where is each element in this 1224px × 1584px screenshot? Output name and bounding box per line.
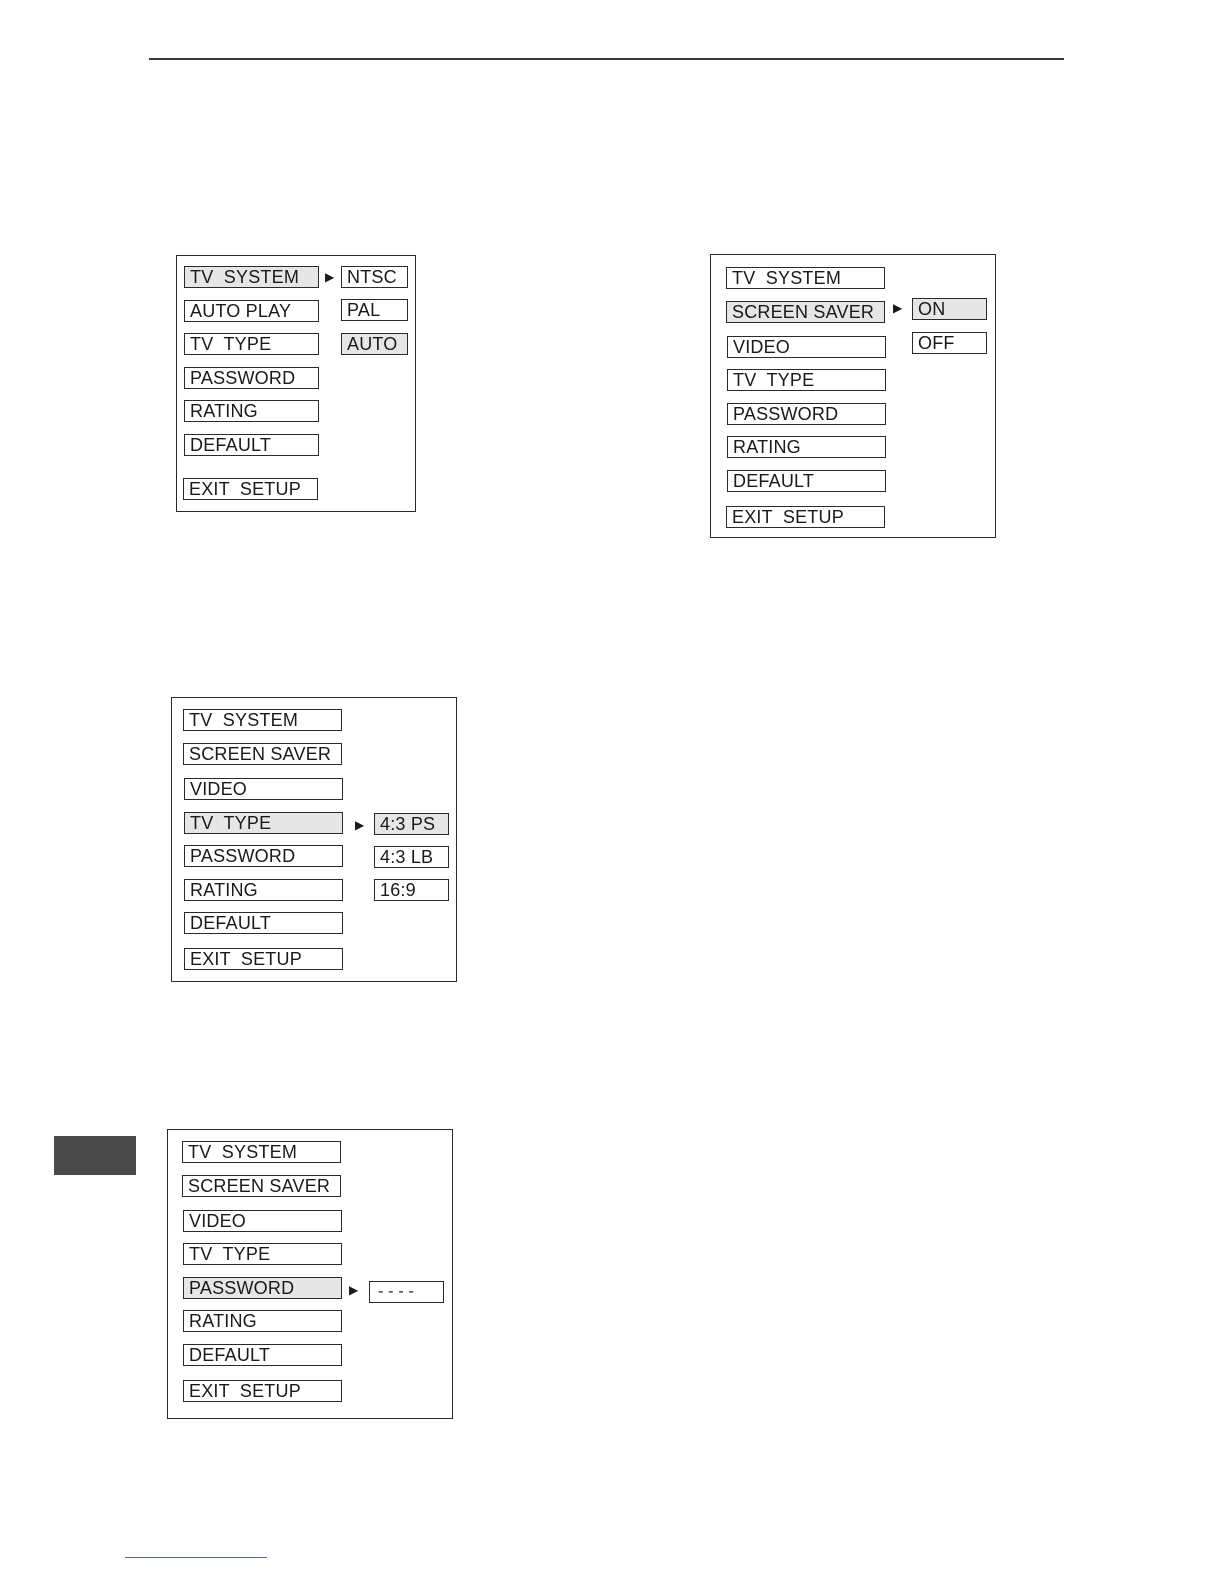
submenu-arrow-icon: ▶ [355,818,365,832]
menu-item-screen-saver[interactable]: SCREEN SAVER [182,1175,341,1197]
password-input[interactable]: - - - - [369,1281,444,1303]
menu-item-video[interactable]: VIDEO [184,778,343,800]
submenu-arrow-icon: ▶ [893,301,903,315]
option-on[interactable]: ON [912,298,987,320]
menu-item-exit-setup[interactable]: EXIT SETUP [183,1380,342,1402]
menu-item-default[interactable]: DEFAULT [184,912,343,934]
submenu-arrow-icon: ▶ [325,270,335,284]
setup-menu-screen-saver [710,254,996,538]
page-bottom-rule [125,1557,267,1558]
setup-menu-tv-type [171,697,457,982]
menu-item-default[interactable]: DEFAULT [727,470,886,492]
page-top-rule [149,58,1064,60]
menu-item-exit-setup[interactable]: EXIT SETUP [184,948,343,970]
setup-menu-tv-system [176,255,416,512]
menu-item-tv-system[interactable]: TV SYSTEM [182,1141,341,1163]
menu-item-password[interactable]: PASSWORD [184,845,343,867]
menu-item-rating[interactable]: RATING [183,1310,342,1332]
option-pal[interactable]: PAL [341,299,408,321]
menu-item-rating[interactable]: RATING [184,400,319,422]
menu-item-tv-system[interactable]: TV SYSTEM [184,266,319,288]
menu-item-screen-saver[interactable]: SCREEN SAVER [726,301,885,323]
submenu-arrow-icon: ▶ [349,1283,359,1297]
option-4-3-lb[interactable]: 4:3 LB [374,846,449,868]
menu-item-tv-system[interactable]: TV SYSTEM [726,267,885,289]
menu-item-default[interactable]: DEFAULT [183,1344,342,1366]
menu-item-tv-type[interactable]: TV TYPE [727,369,886,391]
option-auto[interactable]: AUTO [341,333,408,355]
menu-item-screen-saver[interactable]: SCREEN SAVER [183,743,342,765]
menu-item-rating[interactable]: RATING [184,879,343,901]
menu-item-exit-setup[interactable]: EXIT SETUP [726,506,885,528]
option-4-3-ps[interactable]: 4:3 PS [374,813,449,835]
menu-item-tv-type[interactable]: TV TYPE [183,1243,342,1265]
menu-item-rating[interactable]: RATING [727,436,886,458]
menu-item-auto-play[interactable]: AUTO PLAY [184,300,319,322]
menu-item-video[interactable]: VIDEO [183,1210,342,1232]
menu-item-tv-system[interactable]: TV SYSTEM [183,709,342,731]
menu-item-tv-type[interactable]: TV TYPE [184,333,319,355]
option-16-9[interactable]: 16:9 [374,879,449,901]
setup-menu-password [167,1129,453,1419]
menu-item-exit-setup[interactable]: EXIT SETUP [183,478,318,500]
menu-item-password[interactable]: PASSWORD [727,403,886,425]
option-ntsc[interactable]: NTSC [341,266,408,288]
section-tab-marker [54,1136,136,1175]
menu-item-tv-type[interactable]: TV TYPE [184,812,343,834]
option-off[interactable]: OFF [912,332,987,354]
menu-item-password[interactable]: PASSWORD [184,367,319,389]
menu-item-password[interactable]: PASSWORD [183,1277,342,1299]
menu-item-video[interactable]: VIDEO [727,336,886,358]
menu-item-default[interactable]: DEFAULT [184,434,319,456]
